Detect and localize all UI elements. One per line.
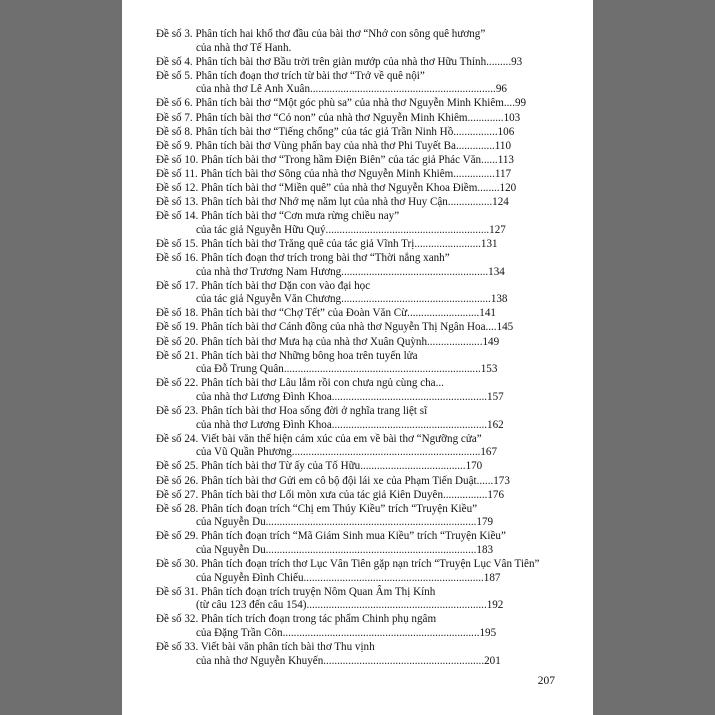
toc-entry-line: Đề số 21. Phân tích bài thơ Những bông hoa trên tuyến lửa [156, 349, 418, 362]
toc-entry-line: Đề số 31. Phân tích đoạn trích truyện Nôm Quan Âm Thị Kính [156, 585, 436, 598]
toc-entry-line: Đề số 16. Phân tích đoạn thơ trích trong bài thơ “Thời nắng xanh” [156, 252, 450, 264]
toc-entry-line: của nhà thơ Lương Đình Khoa........................................................162 [196, 418, 504, 431]
toc-entry-line: Đề số 11. Phân tích bài thơ Sông của nhà thơ Nguyễn Minh Khiêm...............117 [156, 167, 512, 180]
toc-entry-line: Đề số 32. Phân tích trích đoạn trong tác phẩm Chinh phụ ngâm [156, 613, 437, 626]
toc-entry[interactable] [156, 126, 576, 140]
toc-entry-line: Đề số 18. Phân tích bài thơ “Chợ Tết” của Đoàn Văn Cừ..........................141 [156, 307, 496, 320]
toc-entry-line: Đề số 19. Phân tích bài thơ Cánh đồng của nhà thơ Nguyễn Thị Ngân Hoa....145 [156, 321, 514, 334]
toc-entry-line: Đề số 14. Phân tích bài thơ “Cơn mưa rừng chiều nay” [156, 210, 400, 223]
toc-entry[interactable] [156, 154, 576, 168]
toc-entry[interactable] [156, 530, 576, 557]
toc-entry-line: Đề số 3. Phân tích hai khổ thơ đầu của bài thơ “Nhớ con sông quê hương” [156, 28, 486, 40]
toc-entry[interactable] [156, 350, 576, 377]
toc-entry[interactable] [156, 182, 576, 196]
toc-entry-line: Đề số 10. Phân tích bài thơ “Trong hầm Điện Biên” của tác giả Phác Văn......113 [156, 153, 514, 166]
toc-entry-line: Đề số 12. Phân tích bài thơ “Miền quê” của nhà thơ Nguyễn Khoa Điềm........120 [156, 182, 517, 195]
toc-entry-line: Đề số 9. Phân tích bài thơ Vùng phấn bay của nhà thơ Phi Tuyết Ba..............110 [156, 139, 511, 152]
toc-entry-line: Đề số 28. Phân tích đoạn trích “Chị em Thúy Kiều” trích “Truyện Kiều” [156, 502, 478, 515]
toc-entry[interactable] [156, 238, 576, 252]
toc-entry-line: Đề số 33. Viết bài văn phân tích bài thơ Thu vịnh [156, 641, 375, 654]
toc-entry[interactable] [156, 196, 576, 210]
toc-entry[interactable] [156, 252, 576, 279]
toc-entry-line: Đề số 13. Phân tích bài thơ Nhớ mẹ năm lụt của nhà thơ Huy Cận................124 [156, 196, 509, 209]
toc-entry[interactable] [156, 613, 576, 640]
toc-entry-line: của nhà thơ Nguyễn Khuyến..........................................................201 [196, 654, 501, 667]
toc-entry[interactable] [156, 56, 576, 70]
toc-entry-line: của nhà thơ Tế Hanh. [196, 41, 292, 54]
toc-entry-line: Đề số 7. Phân tích bài thơ “Cỏ non” của nhà thơ Nguyễn Minh Khiêm.............103 [156, 111, 521, 124]
toc-entry-line: của Đỗ Trung Quân.......................................................................153 [196, 363, 498, 376]
toc-entry-line: Đề số 24. Viết bài văn thể hiện cảm xúc của em về bài thơ “Ngưỡng cửa” [156, 432, 482, 445]
toc-entry-line: Đề số 27. Phân tích bài thơ Lối mòn xưa của tác giả Kiên Duyên................176 [156, 488, 505, 501]
toc-entry[interactable] [156, 475, 576, 489]
toc-entry-line: của nhà thơ Lê Anh Xuân...................................................................96 [196, 83, 507, 96]
toc-entry-line: của Nguyễn Du............................................................................183 [196, 543, 494, 556]
toc-entry-line: của Vũ Quần Phương....................................................................167 [196, 446, 498, 459]
toc-entry-line: của Đặng Trần Côn.......................................................................195 [196, 627, 497, 640]
toc-entry-line: Đề số 20. Phân tích bài thơ Mưa hạ của nhà thơ Xuân Quỳnh....................149 [156, 335, 500, 348]
toc-entry[interactable] [156, 140, 576, 154]
toc-entry[interactable] [156, 503, 576, 530]
toc-entry-line: của Nguyễn Du............................................................................179 [196, 516, 494, 529]
toc-entry[interactable] [156, 586, 576, 613]
toc-entry[interactable] [156, 489, 576, 503]
toc-entry-line: Đề số 17. Phân tích bài thơ Dặn con vào đại học [156, 279, 371, 292]
toc-entry[interactable] [156, 336, 576, 350]
toc-entry[interactable] [156, 377, 576, 404]
toc-entry-line: (từ câu 123 đến câu 154).................................................................192 [196, 599, 504, 612]
toc-entry-line: Đề số 22. Phân tích bài thơ Lâu lắm rồi con chưa ngủ cùng cha... [156, 377, 444, 390]
toc-entry[interactable] [156, 97, 576, 111]
toc-entry-line: Đề số 5. Phân tích đoạn thơ trích từ bài thơ “Trở về quê nội” [156, 69, 425, 82]
toc-entry-line: Đề số 4. Phân tích bài thơ Bầu trời trên giàn mướp của nhà thơ Hữu Thỉnh.........93 [156, 55, 523, 68]
table-of-contents [156, 28, 576, 669]
toc-entry-line: Đề số 25. Phân tích bài thơ Từ ấy của Tố Hữu......................................170 [156, 460, 483, 473]
toc-entry-line: của nhà thơ Trương Nam Hương.....................................................134 [196, 265, 505, 278]
toc-entry-line: Đề số 23. Phân tích bài thơ Hoa sống đời ở nghĩa trang liệt sĩ [156, 405, 428, 418]
toc-entry-line: Đề số 26. Phân tích bài thơ Gửi em cô bộ đội lái xe của Phạm Tiến Duật......173 [156, 474, 510, 487]
toc-entry[interactable] [156, 210, 576, 237]
toc-entry[interactable] [156, 460, 576, 474]
toc-entry-line: của tác giả Nguyễn Hữu Quý...........................................................127 [196, 223, 506, 236]
toc-entry[interactable] [156, 321, 576, 335]
toc-entry-line: Đề số 8. Phân tích bài thơ “Tiếng chổng” của tác giả Trần Ninh Hồ................106 [156, 125, 515, 138]
toc-entry[interactable] [156, 641, 576, 668]
page-number: 207 [537, 675, 555, 687]
toc-entry-line: Đề số 6. Phân tích bài thơ “Một góc phù sa” của nhà thơ Nguyễn Minh Khiêm....99 [156, 97, 527, 110]
toc-entry-line: của tác giả Nguyễn Văn Chương......................................................138 [196, 293, 508, 306]
toc-entry[interactable] [156, 280, 576, 307]
toc-entry[interactable] [156, 112, 576, 126]
toc-entry-line: của Nguyễn Đình Chiểu.................................................................187 [196, 571, 501, 584]
toc-entry[interactable] [156, 70, 576, 97]
toc-entry-line: Đề số 15. Phân tích bài thơ Trăng quê của tác giả Vĩnh Trị........................131 [156, 237, 498, 250]
document-page [122, 0, 593, 715]
toc-entry[interactable] [156, 405, 576, 432]
toc-entry-line: Đề số 29. Phân tích đoạn trích “Mã Giám Sinh mua Kiều” trích “Truyện Kiều” [156, 530, 506, 543]
toc-entry-line: Đề số 30. Phân tích đoạn trích thơ Lục Vân Tiên gặp nạn trích “Truyện Lục Vân Tiên” [156, 558, 540, 571]
toc-entry[interactable] [156, 28, 576, 55]
toc-entry[interactable] [156, 558, 576, 585]
toc-entry[interactable] [156, 168, 576, 182]
toc-entry[interactable] [156, 433, 576, 460]
toc-entry[interactable] [156, 307, 576, 321]
toc-entry-line: của nhà thơ Lương Đình Khoa........................................................157 [196, 390, 504, 403]
